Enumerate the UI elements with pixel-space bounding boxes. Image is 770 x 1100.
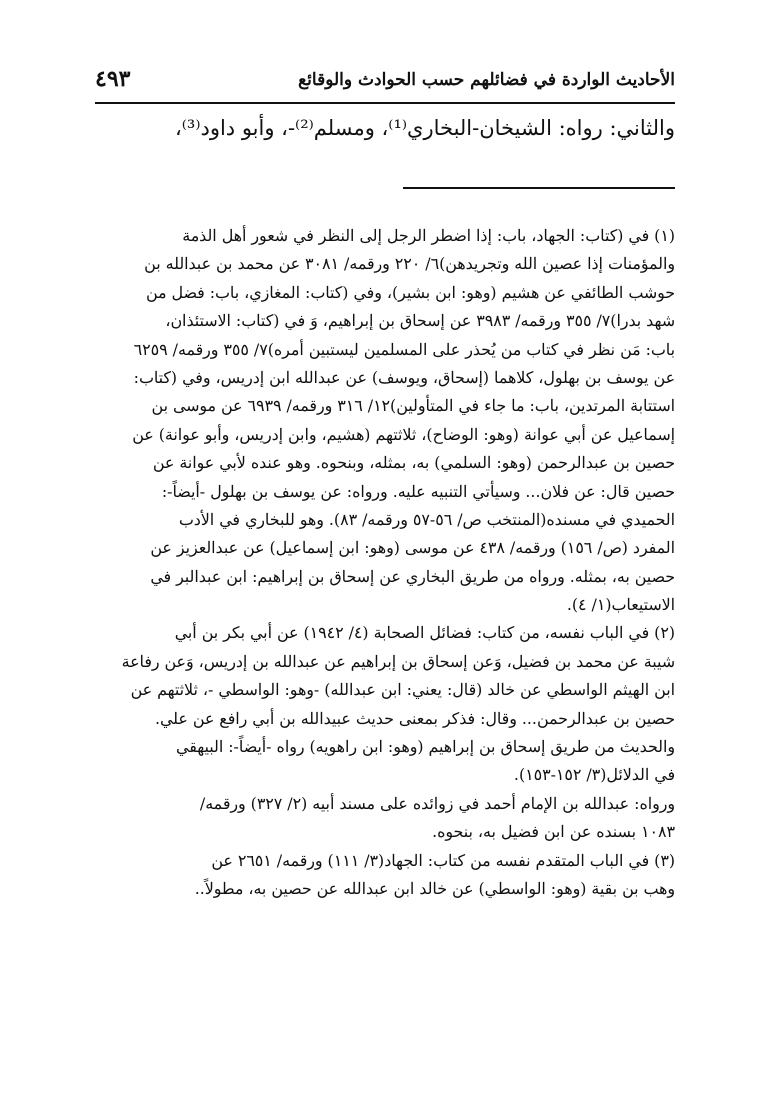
footnote-line: عن يوسف بن بهلول، كلاهما (إسحاق، ويوسف) عن عبدالله ابن إدريس، وفي (كتاب: — [133, 367, 675, 387]
footnote-line: الحميدي في مسنده(المنتخب ص/ ٥٦-٥٧ ورقمه/ ٨٣). وهو للبخاري في الأدب — [178, 509, 675, 529]
footnote-line: باب: مَن نظر في كتاب من يُحذر على المسلمين ليستبين أمره)٧/ ٣٥٥ ورقمه/ ٦٢٥٩ — [133, 339, 675, 359]
footnote-line: حصين قال: عن فلان... وسيأتي التنبيه عليه. ورواه: عن يوسف بن بهلول -أيضاً-: — [161, 481, 675, 501]
footnote-line: حصين بن عبدالرحمن (وهو: السلمي) به، بمثله، وبنحوه. وهو عنده لأبي عوانة عن — [152, 453, 675, 473]
footnotes — [100, 222, 675, 903]
footnote-line: ورواه: عبدالله بن الإمام أحمد في زوائده على مسند أبيه (٢/ ٣٢٧) ورقمه/ — [199, 793, 675, 813]
footnote-line: شهد بدرا)٧/ ٣٥٥ ورقمه/ ٣٩٨٣ عن إسحاق بن إبراهيم، وَ في (كتاب: الاستئذان، — [165, 311, 675, 331]
footnote-line: حوشب الطائفي عن هشيم (وهو: ابن بشير)، وفي (كتاب: المغازي، باب: فضل من — [145, 282, 675, 302]
footnote-line: الاستيعاب(١/ ٤). — [566, 595, 675, 615]
footnote-line: وهب بن بقية (وهو: الواسطي) عن خالد ابن عبدالله عن حصين به، مطولاً.. — [194, 878, 675, 898]
footnote-line: ابن الهيثم الواسطي عن خالد (قال: يعني: ابن عبدالله) -وهو: الواسطي -، ثلاثتهم عن — [130, 680, 675, 700]
running-header — [95, 62, 675, 98]
footnote-line: حصين به، بمثله. ورواه من طريق البخاري عن إسحاق بن إبراهيم: ابن عبدالبر في — [150, 566, 675, 586]
main-text: والثاني: رواه: الشيخان-البخاري⁽¹⁾، ومسلم⁽²⁾-، وأبو داود⁽³⁾، — [174, 116, 675, 140]
footnote-line: استتابة المرتدين، باب: ما جاء في المتأولين)١٢/ ٣١٦ ورقمه/ ٦٩٣٩ عن موسى بن — [151, 396, 675, 416]
footnote-line: المفرد (ص/ ١٥٦) ورقمه/ ٤٣٨ عن موسى (وهو: ابن إسماعيل) عن عبدالعزيز عن — [150, 538, 675, 558]
footnote-line: في الدلائل(٣/ ١٥٢-١٥٣). — [513, 765, 675, 785]
footnote-line: (١) في (كتاب: الجهاد، باب: إذا اضطر الرجل إلى النظر في شعور أهل الذمة — [182, 226, 675, 245]
footnote-line: ١٠٨٣ بسنده عن ابن فضيل به، بنحوه. — [432, 822, 675, 842]
footnote-line: إسماعيل عن أبي عوانة (وهو: الوضاح)، ثلاثتهم (هشيم، وابن إدريس، وأبو عوانة) عن — [132, 424, 675, 444]
footnote-line: (٢) في الباب نفسه، من كتاب: فضائل الصحابة (٤/ ١٩٤٢) عن أبي بكر بن أبي — [174, 623, 675, 643]
footnote-line: والحديث من طريق إسحاق بن إبراهيم (وهو: ابن راهويه) رواه -أيضاً-: البيهقي — [176, 737, 675, 757]
page-number: ٤٩٣ — [95, 66, 131, 92]
header-title: الأحاديث الواردة في فضائلهم حسب الحوادث والوقائع — [298, 70, 675, 90]
footnote-separator — [403, 187, 675, 189]
footnote-line: والمؤمنات إذا عصين الله وتجريدهن)٦/ ٢٢٠ ورقمه/ ٣٠٨١ عن محمد بن عبدالله بن — [144, 254, 675, 274]
footnote-line: شيبة عن محمد بن فضيل، وَعن إسحاق بن إبراهيم عن عبدالله بن إدريس، وَعن رفاعة — [121, 651, 675, 671]
footnote-line: (٣) في الباب المتقدم نفسه من كتاب: الجهاد(٣/ ١١١) ورقمه/ ٢٦٥١ عن — [211, 850, 675, 870]
footnote-line: حصين بن عبدالرحمن... وقال: فذكر بمعنى حديث عبيدالله بن أبي رافع عن علي. — [154, 708, 675, 728]
header-rule — [95, 102, 675, 104]
